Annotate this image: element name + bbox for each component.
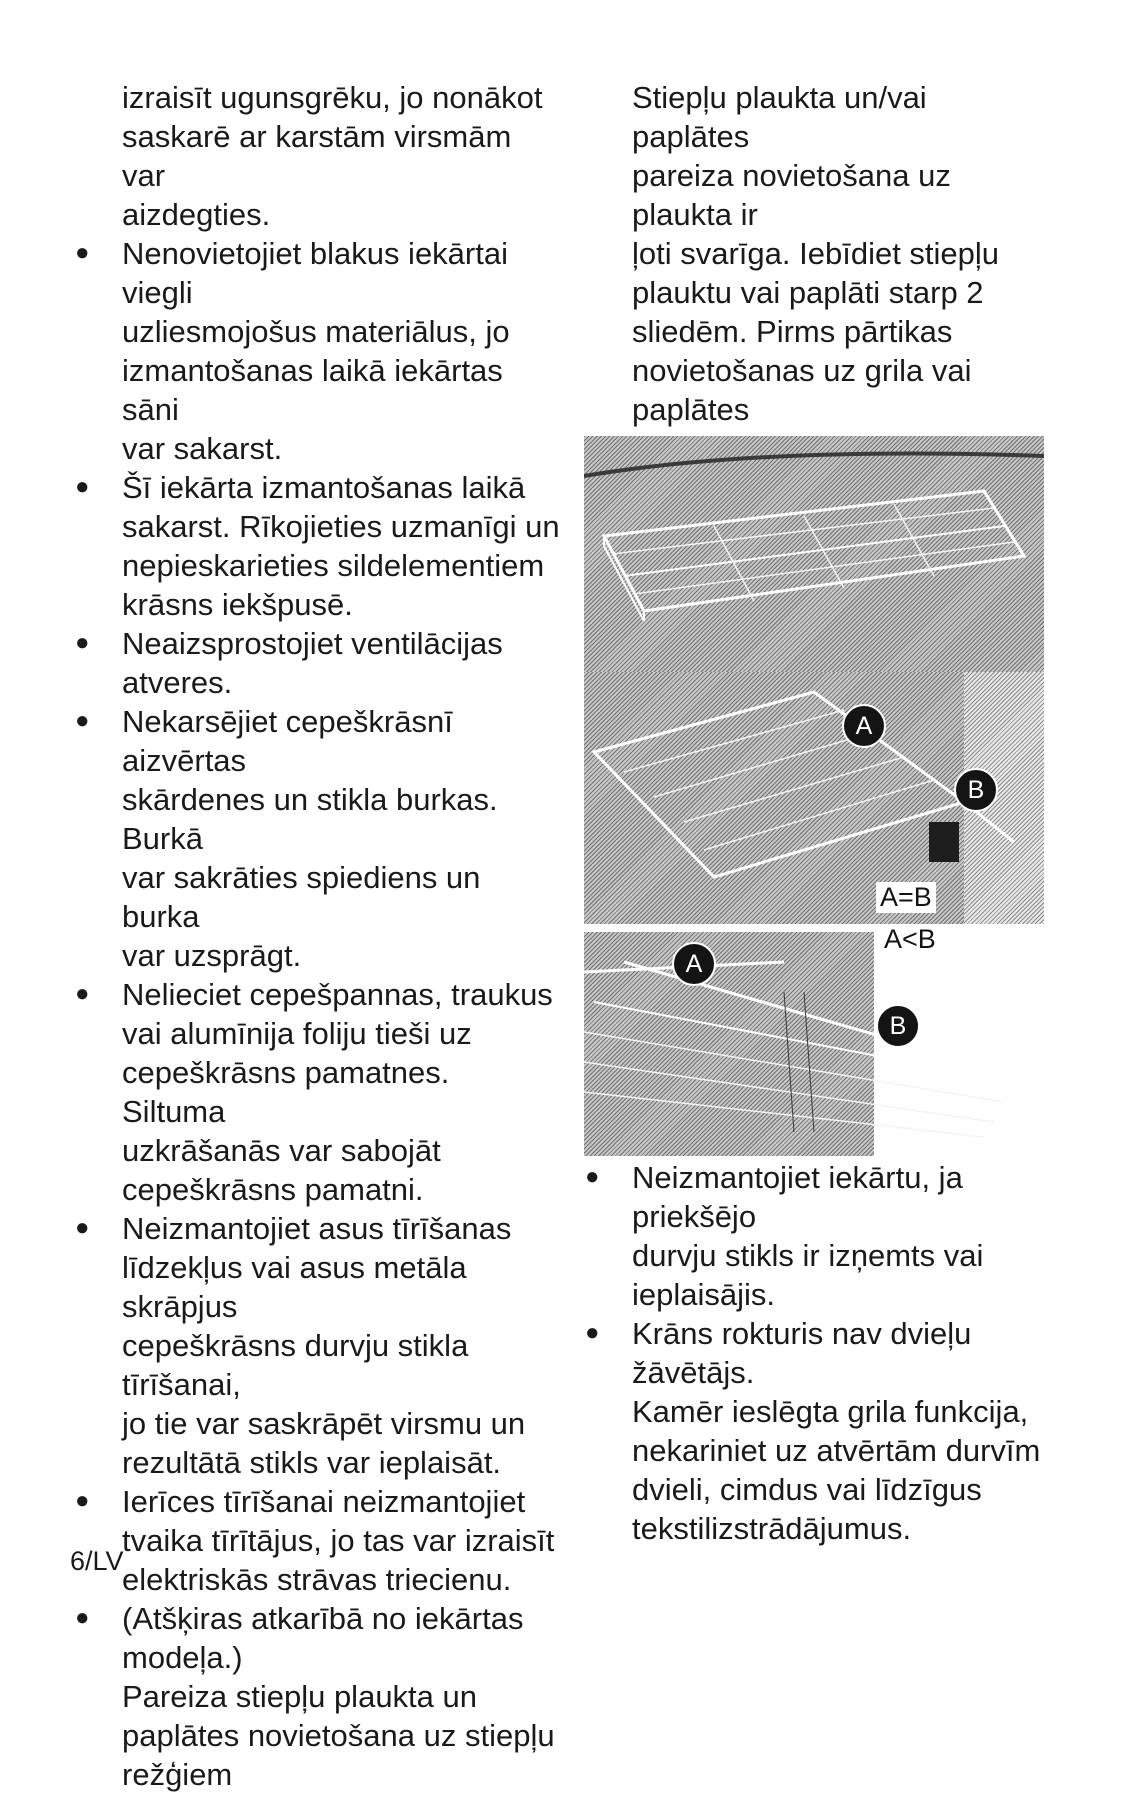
continuation-paragraph: izraisīt ugunsgrēku, jo nonākot saskarē ar karstām virsmām var aizdegties. bbox=[122, 80, 543, 232]
bullet-item: ● Krāns rokturis nav dvieļu žāvētājs. Kamēr ieslēgta grila funkcija, nekariniet uz atvērtām durvīm dvieli, cimdus vai līdzīgus tekstilizstrādājumus. bbox=[585, 1316, 1041, 1546]
bullet-icon: ● bbox=[75, 980, 90, 1007]
wire-rack-figure bbox=[584, 436, 1044, 1156]
bullet-item: ● Neizmantojiet asus tīrīšanas līdzekļus vai asus metāla skrāpjus cepeškrāsns durvju stikla tīrīšanai, jo tie var saskrāpēt virsmu un rezultātā stikls var ieplaisāt. bbox=[75, 1211, 526, 1480]
a-less-than-b-label: A<B bbox=[884, 924, 936, 954]
bullet-item: ● Nelieciet cepešpannas, traukus vai alumīnija foliju tieši uz cepeškrāsns pamatnes. Siltuma uzkrāšanās var sabojāt cepeškrāsns pamatni. bbox=[75, 977, 553, 1207]
page-number: 6/LV bbox=[70, 1546, 124, 1576]
label-a-badge: A bbox=[842, 704, 886, 748]
bullet-item: ● Ierīces tīrīšanai neizmantojiet tvaika tīrītājus, jo tas var izraisīt elektriskās strāvas triecienu. bbox=[75, 1484, 555, 1597]
label-b-badge: B bbox=[954, 768, 998, 812]
bullet-item: ● Nenovietojiet blakus iekārtai viegli uzliesmojošus materiālus, jo izmantošanas laikā iekārtas sāni var sakarst. bbox=[75, 236, 510, 466]
safety-bullet-list bbox=[70, 234, 560, 1677]
rack-photo-bottom bbox=[584, 932, 1044, 1156]
closing-heading: Pareiza stiepļu plaukta un paplātes novietošana uz stiepļu režģiem bbox=[122, 1679, 555, 1792]
right-bullet-list bbox=[580, 1158, 1050, 1548]
bullet-icon: ● bbox=[585, 1319, 600, 1346]
bullet-icon: ● bbox=[75, 1214, 90, 1241]
bullet-icon: ● bbox=[75, 707, 90, 734]
rack-photo-middle bbox=[584, 672, 1044, 924]
a-equals-b-label: A=B bbox=[876, 882, 936, 913]
label-b-badge-bottom: B bbox=[876, 1004, 920, 1048]
bullet-icon: ● bbox=[75, 1604, 90, 1631]
rack-bottom-drawing bbox=[584, 932, 1044, 1156]
bullet-item: ● Neaizsprostojiet ventilācijas atveres. bbox=[75, 626, 503, 700]
label-a-badge-bottom: A bbox=[672, 942, 716, 986]
right-column-bullets bbox=[580, 1158, 1050, 1548]
bullet-icon: ● bbox=[585, 1163, 600, 1190]
rack-placement-paragraph: Stiepļu plaukta un/vai paplātes pareiza novietošana uz plaukta ir ļoti svarīga. Iebīdiet stiepļu plauktu vai paplāti starp 2 sliedēm. Pirms pārtikas novietošanas uz grila vai paplātes bbox=[632, 80, 1000, 427]
bullet-item: ● Nekarsējiet cepeškrāsnī aizvērtas skārdenes un stikla burkas. Burkā var sakrāties spiediens un burka var uzsprāgt. bbox=[75, 704, 498, 973]
rack-photo-top bbox=[584, 436, 1044, 672]
bullet-icon: ● bbox=[75, 239, 90, 266]
bullet-icon: ● bbox=[75, 473, 90, 500]
bullet-item: ● Šī iekārta izmantošanas laikā sakarst. Rīkojieties uzmanīgi un nepieskarieties sildelementiem krāsns iekšpusē. bbox=[75, 470, 560, 622]
bullet-icon: ● bbox=[75, 1487, 90, 1514]
left-column bbox=[70, 78, 560, 1794]
rack-top-drawing bbox=[584, 436, 1044, 672]
bullet-icon: ● bbox=[75, 629, 90, 656]
bullet-item: ● Neizmantojiet iekārtu, ja priekšējo durvju stikls ir izņemts vai ieplaisājis. bbox=[585, 1160, 984, 1312]
bullet-item: ● (Atšķiras atkarībā no iekārtas modeļa.) bbox=[75, 1601, 524, 1675]
